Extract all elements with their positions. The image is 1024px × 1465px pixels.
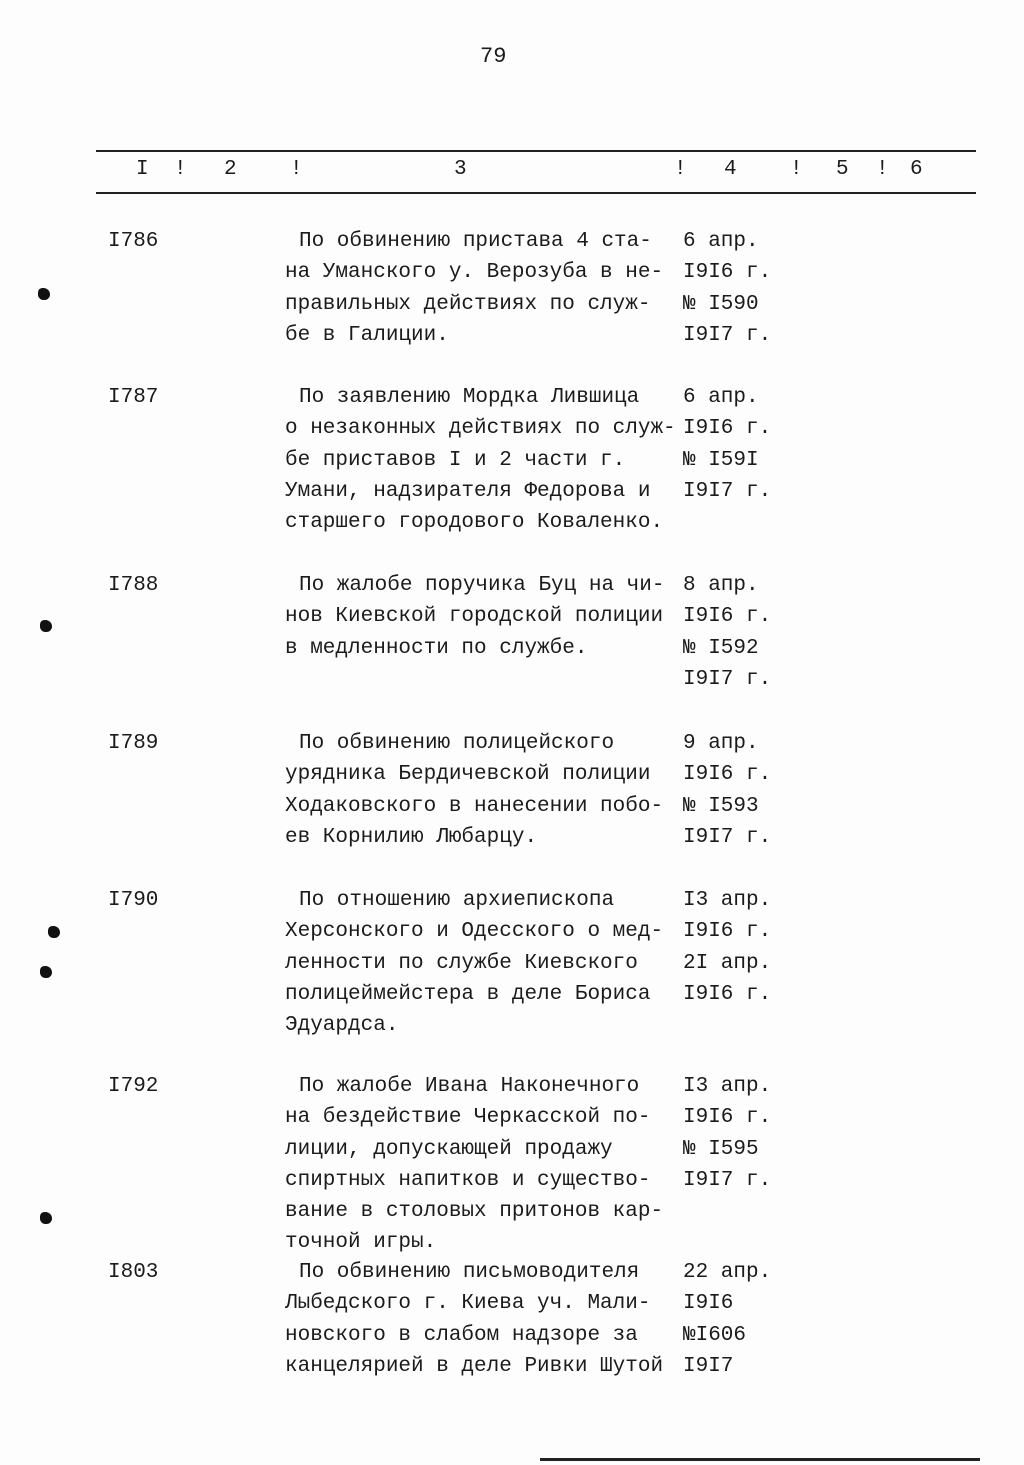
- header-sep: !: [290, 158, 303, 181]
- description-line: По обвинению пристава 4 ста-: [299, 230, 652, 253]
- entry-dates: [683, 1257, 771, 1382]
- header-col: 5: [836, 158, 849, 181]
- description-line: на бездействие Черкасской по-: [285, 1106, 651, 1130]
- description-line: полицеймейстера в деле Бориса: [285, 982, 651, 1006]
- entry-number: I792: [108, 1075, 159, 1098]
- date-line: I9I7: [683, 1354, 734, 1378]
- entry-number: I789: [108, 732, 159, 755]
- hole-punch-mark: [40, 1212, 52, 1224]
- header-rule-top: [96, 150, 976, 152]
- header-col: 6: [910, 158, 923, 181]
- hole-punch-mark: [48, 926, 60, 938]
- description-line: По жалобе Ивана Наконечного: [299, 1075, 640, 1098]
- description-line: ев Корнилию Любарцу.: [285, 825, 538, 849]
- entry-description: [285, 885, 663, 1041]
- description-line: лиции, допускающей продажу: [285, 1137, 613, 1161]
- date-line: № I595: [683, 1137, 759, 1161]
- description-line: точной игры.: [285, 1231, 437, 1255]
- date-line: 9 апр.: [683, 732, 759, 755]
- description-line: спиртных напитков и существо-: [285, 1168, 651, 1192]
- entry-dates: [683, 1071, 771, 1196]
- date-line: I9I6: [683, 1292, 734, 1316]
- description-line: канцелярией в деле Ривки Шутой: [285, 1354, 664, 1378]
- description-line: По жалобе поручика Буц на чи-: [299, 574, 665, 597]
- date-line: I3 апр.: [683, 1075, 772, 1098]
- date-line: 8 апр.: [683, 574, 759, 597]
- entry-dates: [683, 382, 771, 507]
- description-line: старшего городового Коваленко.: [285, 511, 664, 535]
- table-header: [96, 158, 976, 188]
- entry-description: [285, 1071, 663, 1259]
- description-line: о незаконных действиях по служ-: [285, 417, 676, 441]
- entry-dates: [683, 570, 771, 695]
- description-line: в медленности по службе.: [285, 636, 588, 660]
- description-line: бе приставов I и 2 части г.: [285, 448, 626, 472]
- date-line: I9I6 г.: [683, 1106, 772, 1130]
- description-line: Эдуардса.: [285, 1014, 399, 1038]
- date-line: I9I6 г.: [683, 763, 772, 787]
- entry-dates: [683, 885, 771, 1010]
- date-line: I9I7 г.: [683, 479, 772, 503]
- entry-description: [285, 728, 663, 853]
- description-line: По отношению архиепископа: [299, 889, 615, 912]
- description-line: Лыбедского г. Киева уч. Мали-: [285, 1292, 651, 1316]
- description-line: бе в Галиции.: [285, 323, 449, 347]
- date-line: I9I6 г.: [683, 261, 772, 285]
- date-line: 6 апр.: [683, 230, 759, 253]
- date-line: № I593: [683, 794, 759, 818]
- date-line: № I592: [683, 636, 759, 660]
- description-line: на Уманского у. Верозуба в не-: [285, 261, 664, 285]
- date-line: 6 апр.: [683, 386, 759, 409]
- description-line: Умани, надзирателя Федорова и: [285, 479, 651, 503]
- date-line: I9I7 г.: [683, 1168, 772, 1192]
- description-line: Ходаковского в нанесении побо-: [285, 794, 664, 818]
- entry-description: [285, 570, 664, 664]
- entry-number: I788: [108, 574, 159, 597]
- description-line: По заявлению Мордка Лившица: [299, 386, 640, 409]
- entry-description: [285, 1257, 663, 1382]
- description-line: урядника Бердичевской полиции: [285, 763, 651, 787]
- date-line: № I59I: [683, 448, 759, 472]
- description-line: ленности по службе Киевского: [285, 951, 638, 975]
- date-line: № I590: [683, 292, 759, 316]
- header-col: I: [136, 158, 149, 181]
- date-line: 22 апр.: [683, 1261, 772, 1284]
- hole-punch-mark: [40, 966, 52, 978]
- date-line: I9I6 г.: [683, 920, 772, 944]
- entry-number: I786: [108, 230, 159, 253]
- description-line: По обвинению полицейского: [299, 732, 615, 755]
- date-line: I3 апр.: [683, 889, 772, 912]
- date-line: №I606: [683, 1323, 747, 1347]
- description-line: вание в столовых притонов кар-: [285, 1200, 664, 1224]
- page-number: 79: [480, 44, 507, 69]
- description-line: правильных действиях по служ-: [285, 292, 651, 316]
- entry-number: I803: [108, 1261, 159, 1284]
- entry-number: I787: [108, 386, 159, 409]
- entry-description: [285, 382, 676, 538]
- bottom-rule: [540, 1458, 980, 1461]
- date-line: I9I7 г.: [683, 667, 772, 691]
- description-line: Херсонского и Одесского о мед-: [285, 920, 664, 944]
- header-sep: !: [876, 158, 889, 181]
- entry-dates: [683, 728, 771, 853]
- header-sep: !: [674, 158, 687, 181]
- date-line: I9I7 г.: [683, 825, 772, 849]
- header-col: 2: [224, 158, 237, 181]
- header-col: 3: [454, 158, 467, 181]
- entry-dates: [683, 226, 771, 351]
- header-sep: !: [790, 158, 803, 181]
- date-line: I9I7 г.: [683, 323, 772, 347]
- header-col: 4: [724, 158, 737, 181]
- date-line: I9I6 г.: [683, 605, 772, 629]
- header-rule-bottom: [96, 192, 976, 194]
- header-sep: !: [174, 158, 187, 181]
- date-line: 2I апр.: [683, 951, 772, 975]
- date-line: I9I6 г.: [683, 982, 772, 1006]
- entry-number: I790: [108, 889, 159, 912]
- description-line: нов Киевской городской полиции: [285, 605, 664, 629]
- date-line: I9I6 г.: [683, 417, 772, 441]
- entry-description: [285, 226, 663, 351]
- hole-punch-mark: [38, 288, 50, 300]
- hole-punch-mark: [40, 620, 52, 632]
- description-line: новского в слабом надзоре за: [285, 1323, 638, 1347]
- description-line: По обвинению письмоводителя: [299, 1261, 640, 1284]
